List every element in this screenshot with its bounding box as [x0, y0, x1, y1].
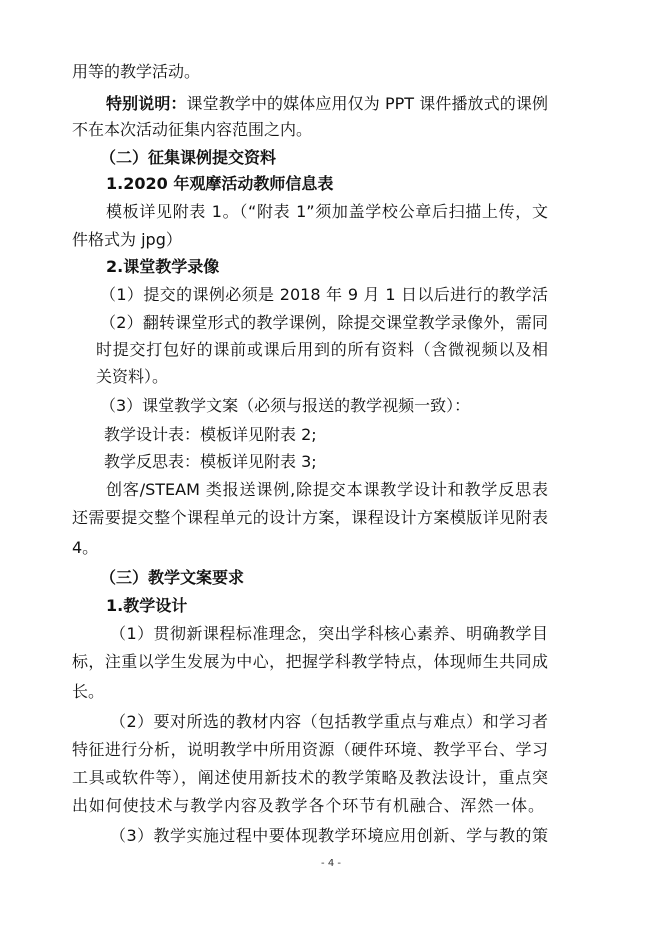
- paragraph-line: 长。: [72, 682, 105, 701]
- special-note-line: [106, 95, 548, 113]
- paragraph-line: 用等的教学活动。: [72, 62, 201, 81]
- paragraph-line: 标，注重以学生发展为中心，把握学科教学特点，体现师生共同成: [72, 653, 548, 671]
- paragraph-line: 4。: [72, 538, 99, 557]
- paragraph-line: 特征进行分析，说明教学中所用资源（硬件环境、教学平台、学习: [72, 741, 548, 759]
- paragraph-line: 教学反思表：模板详见附表 3;: [104, 452, 317, 471]
- paragraph-line: （2）要对所选的教材内容（包括教学重点与难点）和学习者: [110, 713, 548, 731]
- paragraph-line: 模板详见附表 1。（“附表 1”须加盖学校公章后扫描上传，文: [106, 203, 548, 221]
- paragraph-line: （1）提交的课例必须是 2018 年 9 月 1 日以后进行的教学活: [100, 286, 548, 304]
- paragraph-line: （2）翻转课堂形式的教学课例，除提交课堂教学录像外，需同: [100, 314, 548, 332]
- paragraph-line: 件格式为 jpg）: [72, 230, 182, 249]
- special-note-label: 特别说明：: [106, 95, 187, 113]
- paragraph-line: 关资料）。: [96, 367, 169, 386]
- paragraph-line: 时提交打包好的课前或课后用到的所有资料（含微视频以及相: [96, 341, 548, 359]
- paragraph-line: （3）课堂教学文案（必须与报送的教学视频一致）：: [100, 396, 471, 415]
- paragraph-line: （3）教学实施过程中要体现教学环境应用创新、学与教的策: [110, 827, 548, 845]
- subsection-heading: 2.课堂教学录像: [106, 257, 220, 276]
- subsection-heading: 1.教学设计: [106, 596, 188, 615]
- subsection-heading: 1.2020 年观摩活动教师信息表: [106, 174, 334, 193]
- paragraph-line: （1）贯彻新课程标准理念，突出学科核心素养、明确教学目: [110, 625, 548, 643]
- special-note-text: 课堂教学中的媒体应用仅为 PPT 课件播放式的课例: [186, 95, 548, 113]
- paragraph-line: 出如何使技术与教学内容及教学各个环节有机融合、浑然一体。: [72, 797, 544, 815]
- section-heading: （二）征集课例提交资料: [100, 148, 277, 167]
- paragraph-line: 不在本次活动征集内容范围之内。: [72, 120, 313, 139]
- paragraph-line: 创客/STEAM 类报送课例,除提交本课教学设计和教学反思表: [106, 481, 548, 499]
- paragraph-line: 还需要提交整个课程单元的设计方案，课程设计方案模版详见附表: [72, 509, 548, 527]
- paragraph-line: 工具或软件等），阐述使用新技术的教学策略及教法设计，重点突: [72, 769, 548, 787]
- section-heading: （三）教学文案要求: [100, 568, 245, 587]
- paragraph-line: 教学设计表：模板详见附表 2;: [104, 425, 317, 444]
- page-number: - 4 -: [321, 858, 341, 869]
